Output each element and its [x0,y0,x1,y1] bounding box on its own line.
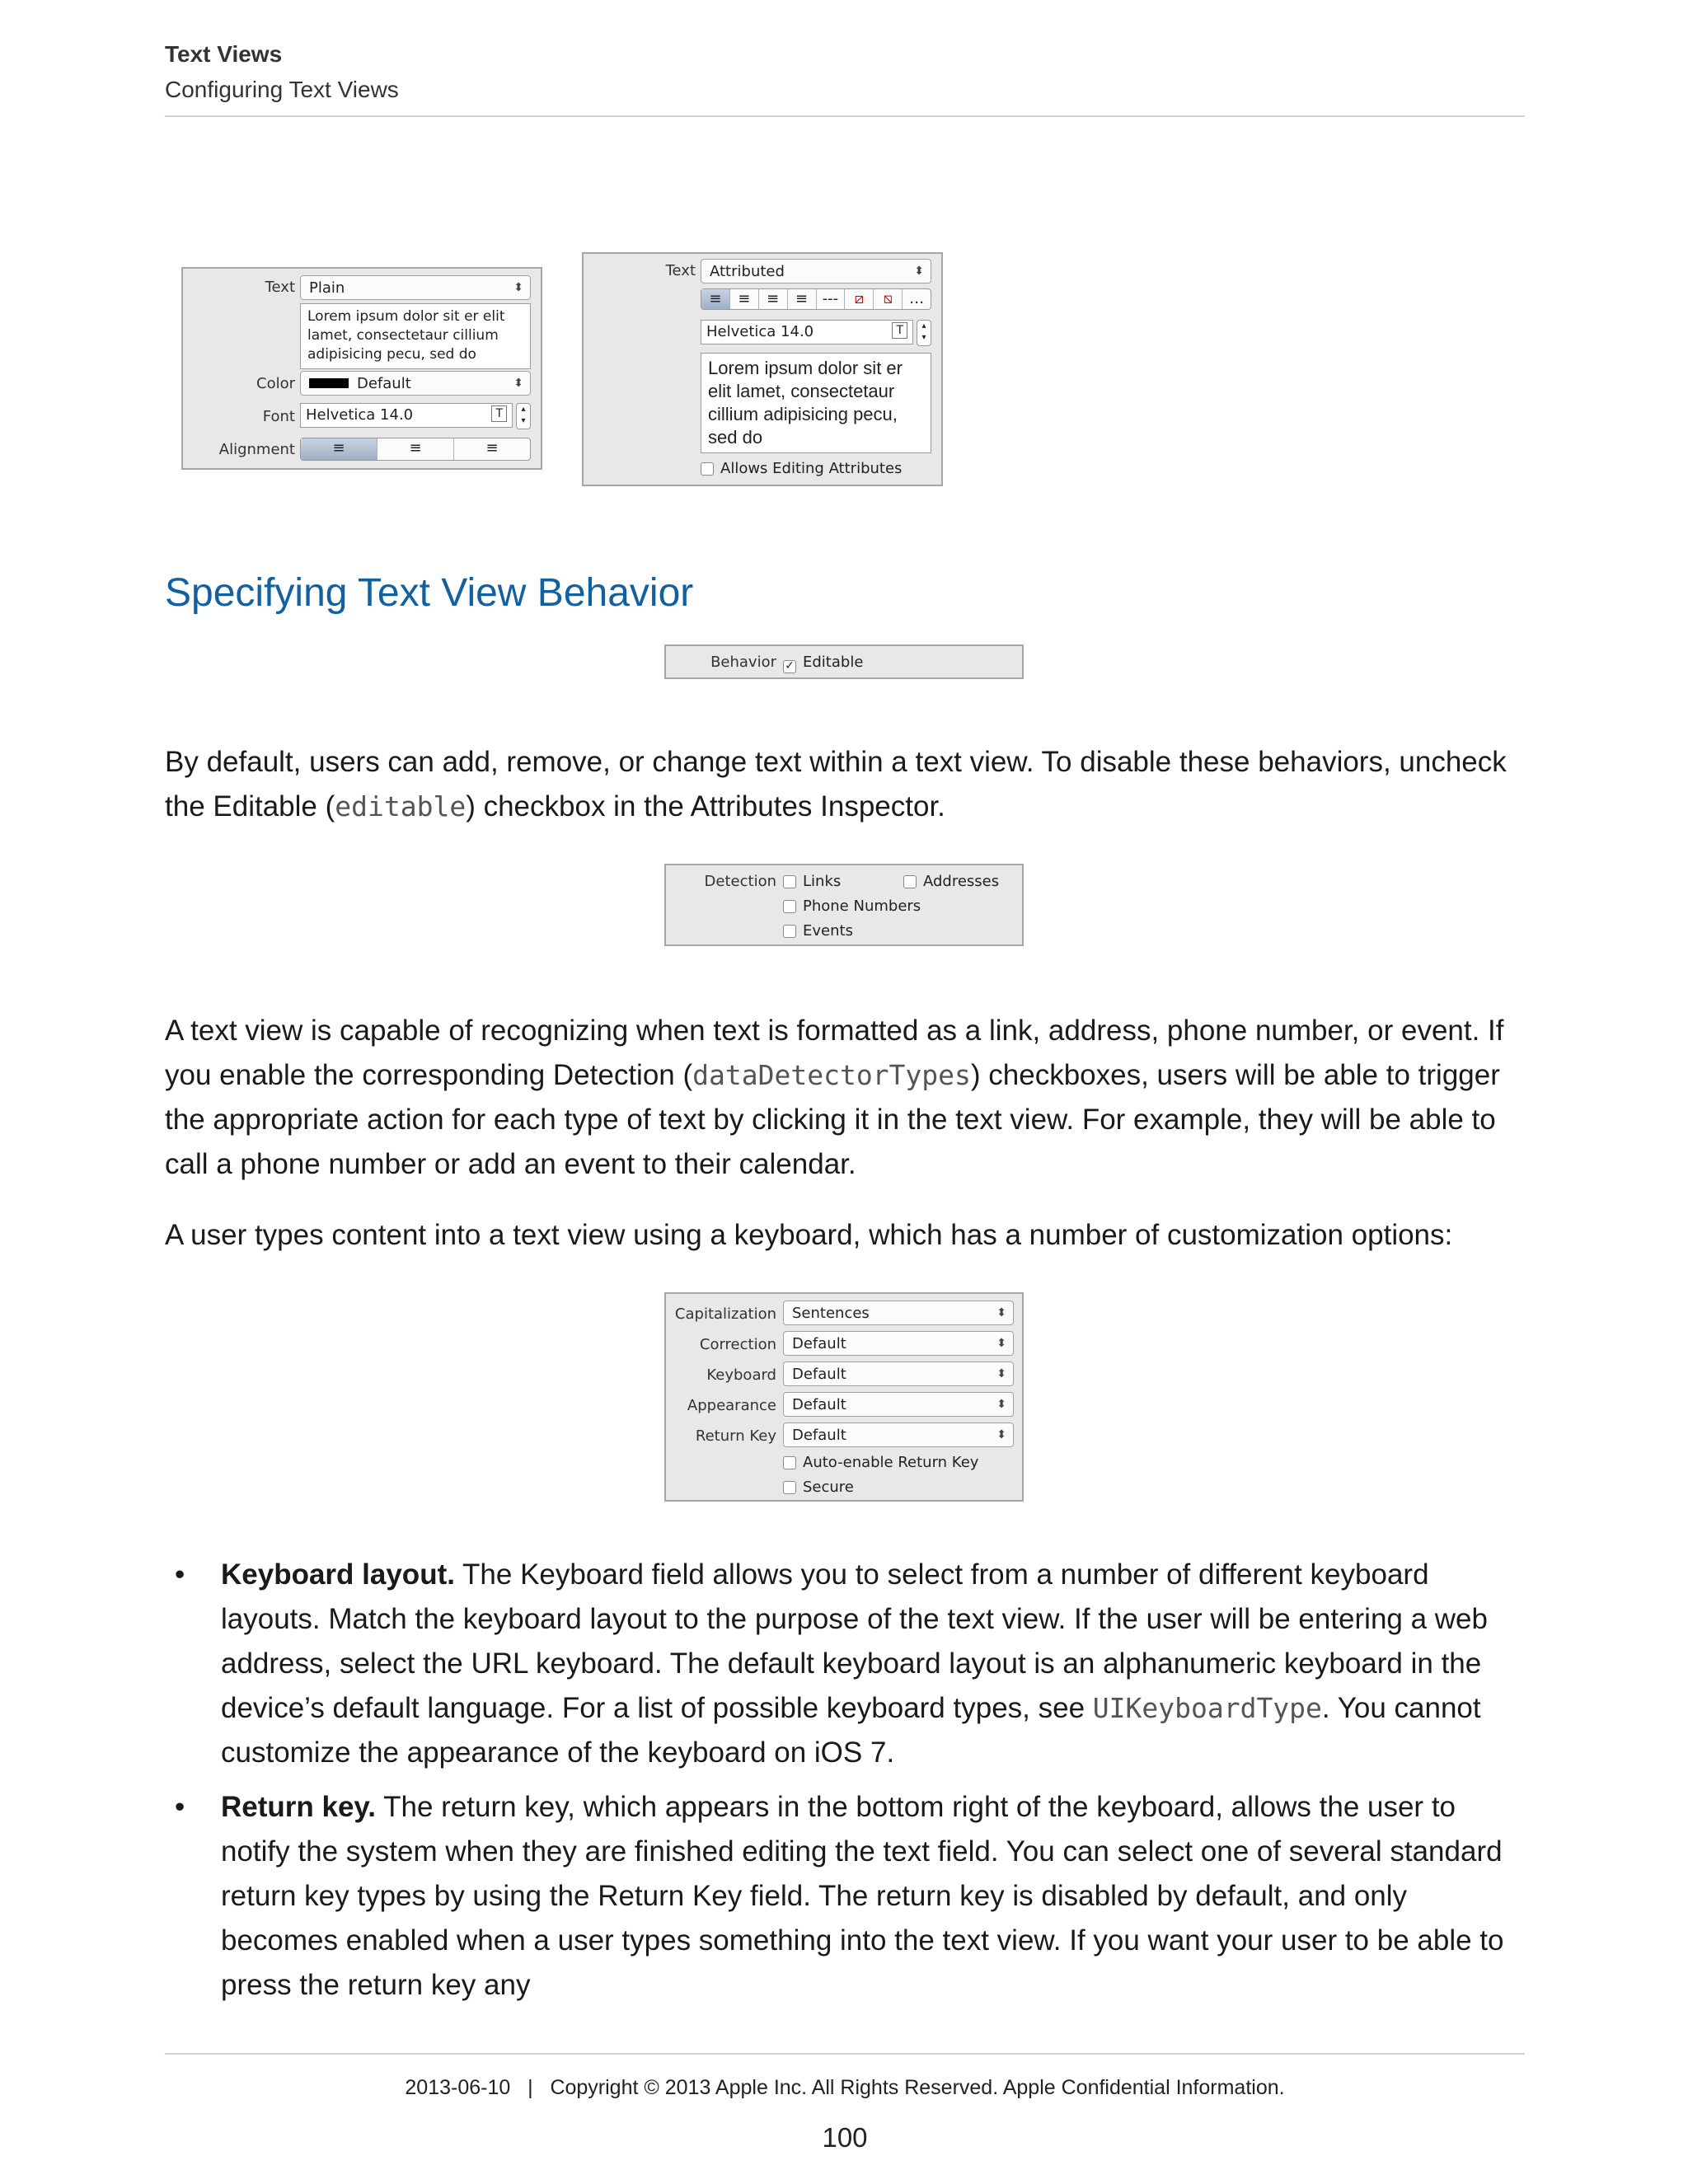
appearance-popup[interactable] [783,1392,1014,1417]
font-size-stepper[interactable]: ▴ ▾ [917,320,931,346]
text-type-popup[interactable] [701,259,931,284]
checkbox-icon [783,925,796,938]
section-title: Text Views [165,41,283,67]
paragraph-text: By default, users can add, remove, or change text within a text view. To disable these behaviors, uncheck the Editable ( [165,746,1507,823]
lorem-text: Lorem ipsum dolor sit er elit lamet, consectetaur cillium adipisicing pecu, sed do [708,358,903,448]
return-key-popup[interactable] [783,1422,1014,1447]
capitalization-popup[interactable] [783,1301,1014,1325]
align-center-icon[interactable]: ≡ [730,289,759,309]
keyboard-popup[interactable] [783,1361,1014,1386]
align-center-icon[interactable]: ≡ [377,438,454,460]
capitalization-value: Sentences [792,1305,870,1322]
checkbox-icon [783,1456,796,1469]
addresses-checkbox[interactable] [903,873,999,891]
lorem-text: Lorem ipsum dolor sit er elit lamet, consectetaur cillium adipisicing pecu, sed do [307,308,505,363]
bullet-title: Keyboard layout. [221,1558,455,1591]
detection-inspector [664,864,1024,946]
no-color-icon[interactable]: ⧄ [845,289,874,309]
paragraph-editable [165,740,1525,829]
page-number: 100 [822,2122,868,2153]
copyright-text: 2013-06-10 | Copyright © 2013 Apple Inc. All Rights Reserved. Apple Confidential Information. [405,2076,1285,2099]
keyboard-inspector [664,1292,1024,1502]
popup-arrows-icon: ⬍ [996,1428,1006,1441]
auto-enable-return-key-checkbox[interactable] [783,1454,978,1472]
checkbox-icon [783,1481,796,1494]
editable-checkbox[interactable] [783,654,863,673]
code-data-detector-types: dataDetectorTypes [692,1059,971,1091]
links-checkbox[interactable] [783,873,841,891]
section-heading: Specifying Text View Behavior [165,571,694,615]
capitalization-label: Capitalization [674,1305,776,1323]
paragraph-text: ) checkboxes, users will be able to trigger the appropriate action for each type of text by clicking it in the text view. For example, they will be able to call a phone number or add an event to their calendar. [165,1059,1500,1180]
bullet-text: The Keyboard field allows you to select from a number of different keyboard layouts. Match the keyboard layout to the purpose of the text view. If the user will be entering a web address, select the URL keyboard. The default keyboard layout is an alphanumeric keyboard in the device’s default language. For a list of possible keyboard types, see [221,1558,1488,1724]
alignment-segmented-control[interactable] [300,438,531,461]
color-popup[interactable] [300,371,531,396]
keyboard-label: Keyboard [706,1366,776,1384]
events-checkbox[interactable] [783,922,853,940]
text-label: Text [665,262,696,279]
popup-arrows-icon: ⬍ [996,1306,1006,1319]
align-left-icon[interactable]: ≡ [301,438,377,460]
appearance-value: Default [792,1396,846,1413]
checkbox-icon [903,875,917,888]
events-label: Events [803,922,853,940]
text-content-box[interactable] [300,303,531,369]
natural-align-icon[interactable]: --- [817,289,846,309]
attributed-text-box[interactable] [701,353,931,453]
appearance-label: Appearance [687,1397,776,1414]
attribute-toolbar[interactable] [701,288,931,310]
font-value: Helvetica 14.0 [306,406,414,424]
page-footer [165,2053,1525,2153]
attributed-text-inspector [582,252,943,486]
checkbox-icon [783,875,796,888]
paragraph-detection [165,1009,1525,1187]
font-size-stepper[interactable]: ▴ ▾ [516,403,531,429]
secure-label: Secure [803,1479,854,1496]
correction-value: Default [792,1335,846,1352]
return-key-value: Default [792,1427,846,1444]
paragraph-keyboard-intro: A user types content into a text view using a keyboard, which has a number of customization options: [165,1219,1453,1251]
code-editable: editable [335,790,467,823]
text-label: Text [265,279,295,296]
popup-arrows-icon: ⬍ [513,377,523,390]
allows-editing-label: Allows Editing Attributes [720,460,903,477]
alignment-label: Alignment [218,441,295,458]
bullet-keyboard-layout [221,1553,1525,1775]
popup-arrows-icon: ⬍ [996,1398,1006,1411]
font-picker-icon[interactable]: T [491,405,507,422]
bullet-icon: • [175,1791,185,1823]
align-left-icon[interactable]: ≡ [701,289,730,309]
bullet-text: . You cannot customize the appearance of the keyboard on iOS 7. [221,1692,1481,1769]
checkbox-icon [701,462,714,476]
font-field[interactable] [701,320,913,344]
checkbox-checked-icon: ✓ [783,660,796,673]
font-picker-icon[interactable]: T [892,322,907,339]
justify-icon[interactable]: ≡ [788,289,817,309]
phone-numbers-checkbox[interactable] [783,898,921,916]
popup-arrows-icon: ⬍ [996,1367,1006,1380]
popup-arrows-icon: ⬍ [914,265,924,278]
more-options-icon[interactable]: … [909,290,925,307]
font-label: Font [262,408,295,425]
return-key-label: Return Key [695,1427,776,1445]
keyboard-value: Default [792,1366,846,1383]
auto-enable-label: Auto-enable Return Key [803,1454,979,1471]
paragraph-text: A text view is capable of recognizing when text is formatted as a link, address, phone number, or event. If you enable the corresponding Detection ( [165,1015,1504,1091]
behavior-label: Behavior [710,654,776,671]
bullet-text: The return key, which appears in the bottom right of the keyboard, allows the user to notify the system when they are finished editing the text field. You can select one of several standard return key types by using the Return Key field. The return key is disabled by default, and only becomes enabled when a user types something into the text view. If you want your user to be able to press the return key any [221,1791,1504,2001]
detection-label: Detection [704,873,776,890]
bullet-title: Return key. [221,1791,377,1823]
correction-popup[interactable] [783,1331,1014,1356]
paragraph-text: ) checkbox in the Attributes Inspector. [466,790,945,823]
text-type-value: Attributed [710,263,785,280]
align-right-icon[interactable]: ≡ [759,289,788,309]
bullet-return-key [221,1785,1525,2008]
align-right-icon[interactable]: ≡ [485,439,499,457]
text-type-popup[interactable] [300,275,531,300]
font-field[interactable] [300,403,513,428]
secure-checkbox[interactable] [783,1479,854,1497]
plain-text-inspector [181,267,542,470]
color-label: Color [256,375,295,392]
popup-arrows-icon: ⬍ [513,281,523,294]
addresses-label: Addresses [923,873,1000,890]
checkbox-icon [783,900,796,913]
popup-arrows-icon: ⬍ [996,1337,1006,1350]
behavior-inspector [664,644,1024,679]
text-type-value: Plain [309,279,345,297]
allows-editing-checkbox[interactable] [701,460,902,478]
color-value: Default [357,375,411,392]
font-value: Helvetica 14.0 [706,323,814,340]
subsection-title: Configuring Text Views [165,77,399,102]
highlight-color-icon[interactable]: ⧅ [874,289,903,309]
color-swatch [309,378,349,388]
bullet-icon: • [175,1558,185,1591]
links-label: Links [803,873,842,890]
phone-numbers-label: Phone Numbers [803,898,921,915]
page-header [165,40,1525,117]
editable-label: Editable [803,654,864,671]
correction-label: Correction [699,1336,776,1353]
code-uikeyboardtype: UIKeyboardType [1092,1692,1322,1724]
